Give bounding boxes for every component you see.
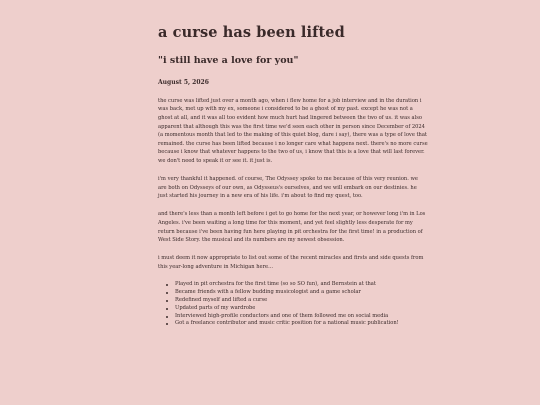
blog-post — [158, 24, 428, 328]
post-date: August 5, 2026 — [158, 78, 209, 86]
bullet-icon — [166, 284, 168, 286]
list-item-text: Became friends with a fellow budding musicologist and a game scholar — [175, 288, 361, 295]
list-item — [158, 289, 428, 297]
post-paragraph: i must deem it now appropriate to list out some of the recent miracles and firsts and side quests from this year-long adventure in Michigan here... — [158, 255, 424, 270]
bullet-icon — [166, 323, 168, 325]
list-item-text: Played in pit orchestra for the first time (so so SO fun), and Bernstein at that — [175, 280, 376, 287]
list-item-text: Interviewed high-profile conductors and one of them followed me on social media — [175, 312, 389, 319]
post-subtitle: "i still have a love for you" — [158, 55, 299, 67]
list-item — [158, 281, 428, 289]
bullet-icon — [166, 316, 168, 318]
list-item-text: Updated parts of my wardrobe — [175, 304, 256, 311]
post-paragraph: the curse was lifted just over a month ago, when i flew home for a job interview and in the duration i was back, met up with my ex, someone i considered to be a ghost of my past. except he was not a ghost at all, and it was all too evident how much hurt had lingered between the two of us. it was also apparent that although this was the first time we'd seen each other in person since December of 2024 (a momentous month that led to the making of this quiet blog, dare i say), there was a type of love that remained. the curse has been lifted because i no longer care what happens next. there's no more curse because i know that whatever happens to the two of us, i know that this is a love that will last forever. we don't need to speak it or see it. it just is. — [158, 97, 428, 164]
list-item — [158, 320, 428, 328]
bullet-icon — [166, 300, 168, 302]
highlights-list — [158, 281, 428, 328]
list-item — [158, 297, 428, 305]
list-item-text: Got a freelance contributor and music critic position for a national music publication! — [175, 320, 399, 327]
bullet-icon — [166, 308, 168, 310]
list-item — [158, 305, 428, 313]
post-paragraph: and there's less than a month left before i get to go home for the next year, or however long i'm in Los Angeles. i've been waiting a long time for this moment, and yet feel slightly less desperate for my return because i've been having fun here playing in pit orchestra for the first time! in a production of West Side Story. the musical and its numbers are my newest obsession. — [158, 211, 426, 244]
list-item — [158, 313, 428, 321]
post-paragraph: i'm very thankful it happened. of course, The Odyssey spoke to me because of this very reunion. we are both on Odysseys of our own, as Odysseus's ourselves, and we will embark on our destinies. he just started his journey in a new era of his life. i'm about to find my quest, too. — [158, 176, 418, 200]
post-title: a curse has been lifted — [158, 24, 345, 41]
bullet-icon — [166, 292, 168, 294]
list-item-text: Redefined myself and lifted a curse — [175, 296, 268, 303]
